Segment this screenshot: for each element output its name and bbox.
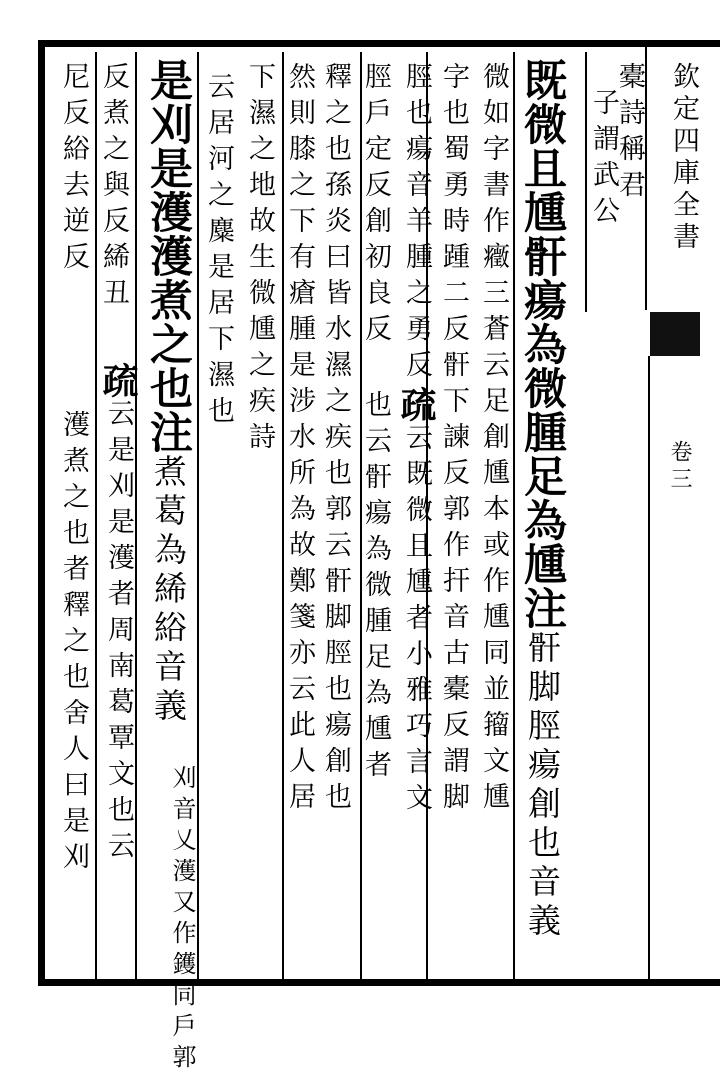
commentary-text: 云既微且尰者小雅巧言文 [401,423,432,819]
volume-label: 卷三 [667,440,692,494]
commentary-text: 脛也瘍音羊腫之勇反 [401,62,432,386]
margin-rule [648,356,650,986]
commentary-column: 字也蜀勇時踵二反骭下諫反郭作扞音古橐反謂脚 [438,62,469,818]
commentary-text: 也云骭瘍為微腫足為尰者 [360,390,391,786]
commentary-text: 云是刈是濩者周南葛覃文也云 [103,399,134,867]
column-rule [585,52,587,312]
commentary-column: 微如字書作癥三蒼云足創尰本或作尰同並籀文尰 [478,62,509,818]
library-title: 欽定四庫全書 [668,62,699,254]
column-rule [513,52,515,982]
commentary-column [395,62,437,819]
column-rule [645,40,647,310]
commentary-column [362,62,389,786]
shu-marker: 疏 [395,386,437,423]
note-marker: 注 [143,410,193,454]
text-column: 橐詩稱君 [614,62,645,206]
fishtail-mark [650,312,700,356]
note-marker: 注 [517,586,567,630]
pronunciation-note: 刈音乂濩又作鑊同戶郭 [168,765,196,1075]
column-rule [197,52,199,982]
column-rule [95,52,97,982]
shu-marker: 疏 [97,362,139,399]
commentary-column: 云居河之麋是居下濕也 [203,72,234,432]
main-text-column [517,58,567,942]
commentary-text: 脛戶定反創初良反 [360,62,391,350]
text-column: 子謂武公 [588,88,619,232]
main-text: 是刈是濩濩煮之也 [143,58,193,410]
commentary-text: 煮葛為絺綌音義 [149,454,188,727]
commentary-column: 尼反綌去逆反 [58,62,89,278]
commentary-text: 骭脚脛瘍創也音義 [523,630,562,942]
commentary-column: 釋之也孫炎曰皆水濕之疾也郭云骭脚脛也瘍創也 [320,62,351,818]
commentary-column: 然則膝之下有瘡腫是涉水所為故鄭箋亦云此人居 [284,62,315,818]
main-text: 既微且尰骭瘍為微腫足為尰 [517,58,567,586]
commentary-column [97,362,139,867]
commentary-column: 下濕之地故生微尰之疾詩 [244,62,275,458]
commentary-column: 濩煮之也者釋之也舍人曰是刈 [58,410,89,878]
commentary-column: 反煮之與反絺丑 [98,62,129,314]
